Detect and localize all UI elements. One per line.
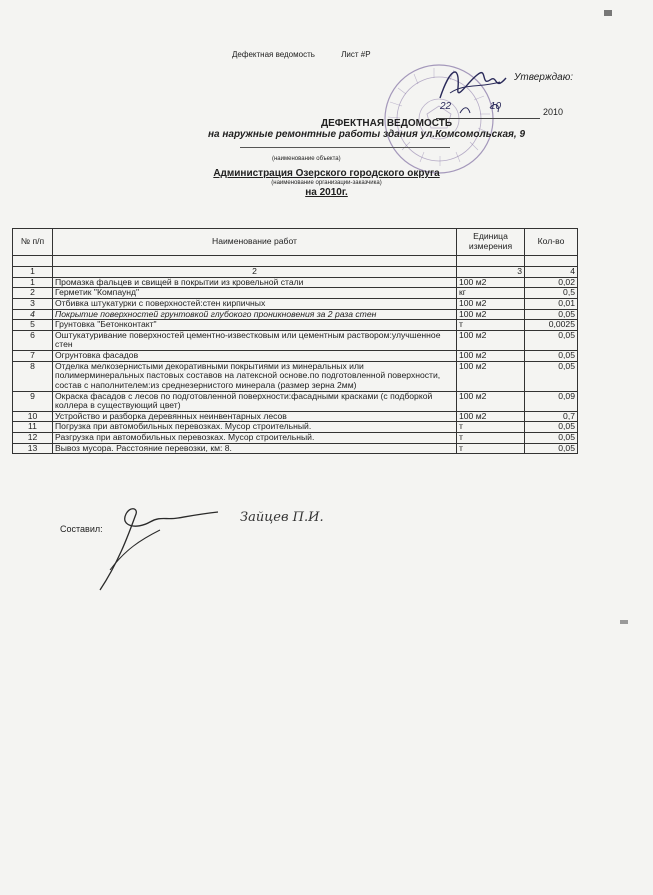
- table-row: [13, 309, 578, 320]
- client-name: Администрация Озерского городского округа: [213, 168, 440, 179]
- row-name: Промазка фальцев и свищей в покрытии из кровельной стали: [53, 277, 457, 288]
- table-row: [13, 433, 578, 444]
- row-no: 12: [13, 433, 53, 444]
- row-name: Герметик "Компаунд": [53, 288, 457, 299]
- header-name: Наименование работ: [53, 229, 457, 256]
- scan-mark: [604, 10, 612, 16]
- row-unit: т: [457, 443, 525, 454]
- scan-mark: [620, 620, 628, 624]
- col-number: 3: [457, 267, 525, 278]
- row-qty: 0,05: [525, 309, 578, 320]
- col-number: 1: [13, 267, 53, 278]
- row-qty: 0,05: [525, 351, 578, 362]
- row-no: 7: [13, 351, 53, 362]
- row-no: 9: [13, 391, 53, 411]
- table-row: [13, 288, 578, 299]
- page-header: [232, 50, 395, 59]
- row-no: 13: [13, 443, 53, 454]
- row-qty: 0,09: [525, 391, 578, 411]
- row-qty: 0,05: [525, 433, 578, 444]
- header-unit: Единица измерения: [457, 229, 525, 256]
- table-row: [13, 422, 578, 433]
- row-unit: 100 м2: [457, 391, 525, 411]
- row-qty: 0,05: [525, 361, 578, 391]
- row-unit: 100 м2: [457, 361, 525, 391]
- approve-label: Утверждаю:: [514, 72, 573, 83]
- row-no: 2: [13, 288, 53, 299]
- row-unit: т: [457, 422, 525, 433]
- document-title: [0, 118, 653, 140]
- row-no: 10: [13, 411, 53, 422]
- row-qty: 0,05: [525, 422, 578, 433]
- client-caption: (наименование организации-заказчика): [271, 180, 382, 186]
- row-name: Устройство и разборка деревянных неинвентарных лесов: [53, 411, 457, 422]
- row-name: Грунтовка "Бетонконтакт": [53, 320, 457, 331]
- row-unit: 100 м2: [457, 351, 525, 362]
- row-name: Покрытие поверхностей грунтовкой глубокого проникновения за 2 раза стен: [53, 309, 457, 320]
- row-name: Отделка мелкозернистыми декоративными покрытиями из минеральных или полимерминеральных пастовых составов на латексной основе.по подготовленной поверхности, состав с наполнителем:из среднезернистого минерала (размер зерна 2мм): [53, 361, 457, 391]
- col-number: 4: [525, 267, 578, 278]
- client-block: [0, 168, 653, 198]
- row-no: 1: [13, 277, 53, 288]
- row-name: Окраска фасадов с лесов по подготовленной поверхности:фасадными красками (с подборкой коллера в существующий цвет): [53, 391, 457, 411]
- row-name: Вывоз мусора. Расстояние перевозки, км: 8.: [53, 443, 457, 454]
- row-name: Огрунтовка фасадов: [53, 351, 457, 362]
- approve-date-month: 10: [490, 101, 502, 112]
- header-no: № п/п: [13, 229, 53, 256]
- row-unit: 100 м2: [457, 298, 525, 309]
- approve-year: 2010: [543, 107, 564, 117]
- works-table: [12, 228, 578, 454]
- col-number: 2: [53, 267, 457, 278]
- table-row: [13, 277, 578, 288]
- approve-date-day: 22: [440, 101, 452, 112]
- row-no: 11: [13, 422, 53, 433]
- row-no: 6: [13, 330, 53, 350]
- table-row: [13, 320, 578, 331]
- table-row: [13, 298, 578, 309]
- object-underline: [240, 147, 450, 148]
- row-qty: 0,0025: [525, 320, 578, 331]
- row-unit: 100 м2: [457, 277, 525, 288]
- compiled-label: Составил:: [60, 524, 103, 534]
- row-qty: 0,05: [525, 330, 578, 350]
- sheet-label: Лист #Р: [341, 50, 371, 59]
- row-name: Погрузка при автомобильных перевозках. Мусор строительный.: [53, 422, 457, 433]
- table-row: [13, 391, 578, 411]
- row-qty: 0,02: [525, 277, 578, 288]
- title-line1: ДЕФЕКТНАЯ ВЕДОМОСТЬ: [320, 118, 453, 129]
- row-unit: кг: [457, 288, 525, 299]
- period: на 2010г.: [305, 187, 348, 198]
- row-unit: 100 м2: [457, 330, 525, 350]
- object-caption: (наименование объекта): [272, 156, 341, 162]
- row-unit: 100 м2: [457, 411, 525, 422]
- table-row: [13, 351, 578, 362]
- row-name: Оштукатуривание поверхностей цементно-известковым или цементным раствором:улучшенное стен: [53, 330, 457, 350]
- row-no: 8: [13, 361, 53, 391]
- row-no: 3: [13, 298, 53, 309]
- compiler-signature: [90, 500, 230, 595]
- table-row: [13, 411, 578, 422]
- row-name: Разгрузка при автомобильных перевозках. Мусор строительный.: [53, 433, 457, 444]
- row-unit: 100 м2: [457, 309, 525, 320]
- row-unit: т: [457, 433, 525, 444]
- signer-name: Зайцев П.И.: [240, 510, 324, 525]
- table-row: [13, 330, 578, 350]
- row-qty: 0,05: [525, 443, 578, 454]
- row-no: 4: [13, 309, 53, 320]
- row-qty: 0,5: [525, 288, 578, 299]
- row-qty: 0,01: [525, 298, 578, 309]
- header-qty: Кол-во: [525, 229, 578, 256]
- doc-label: Дефектная ведомость: [232, 50, 315, 59]
- row-no: 5: [13, 320, 53, 331]
- table-row: [13, 443, 578, 454]
- row-qty: 0,7: [525, 411, 578, 422]
- row-unit: т: [457, 320, 525, 331]
- table-row: [13, 361, 578, 391]
- title-line2: на наружные ремонтные работы здания ул.Комсомольская, 9: [207, 129, 526, 140]
- row-name: Отбивка штукатурки с поверхностей:стен кирпичных: [53, 298, 457, 309]
